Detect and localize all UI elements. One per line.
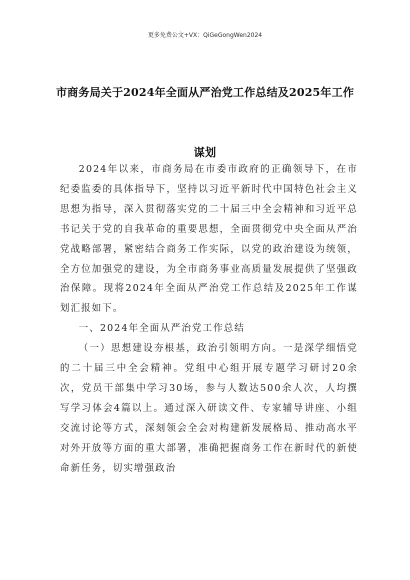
section-heading: 一、2024年全面从严治党工作总结 <box>78 323 245 335</box>
intro-paragraph: 2024年以来，市商务局在市委市政府的正确领导下，在市纪委监委的具体指导下，坚持以习近平新时代中国特色社会主义思想为指导，深入贯彻落实党的二十届三中全会精神和习近平总书记关于党的自我革命的重要思想，全面贯彻党中央全面从严治党战略部署，紧密结合商务工作实际，以党的政治建设为统领，全方位加强党的建设，为全市商务事业高质量发展提供了坚强政治保障。现将2024年全面从严治党工作总结及2025年工作谋划汇报如下。 <box>60 164 358 315</box>
document-body <box>60 160 358 479</box>
subsection-paragraph <box>60 339 358 478</box>
title-line-1: 市商务局关于2024年全面从严治党工作总结及2025年工作 <box>55 86 355 99</box>
title-line-2: 谋划 <box>193 146 217 159</box>
document-title <box>40 73 370 159</box>
subsection-heading: （一）思想建设夯根基，政治引领明方向。 <box>78 343 283 355</box>
subsection-text: 一是深学细悟党的二十届三中全会精神。党组中心组开展专题学习研讨20余次，党员干部集中学习30场，参与人数达500余人次，人均撰写学习体会4篇以上。通过深入研读文件、专家辅导讲座、小组交流讨论等方式，深刻领会全会对构建新发展格局、推动高水平对外开放等方面的重大部署，准确把握商务工作在新时代的新使命新任务，切实增强政治 <box>60 343 358 474</box>
header-note: 更多免费公文+VX：QiGeGongWen2024 <box>147 32 263 39</box>
